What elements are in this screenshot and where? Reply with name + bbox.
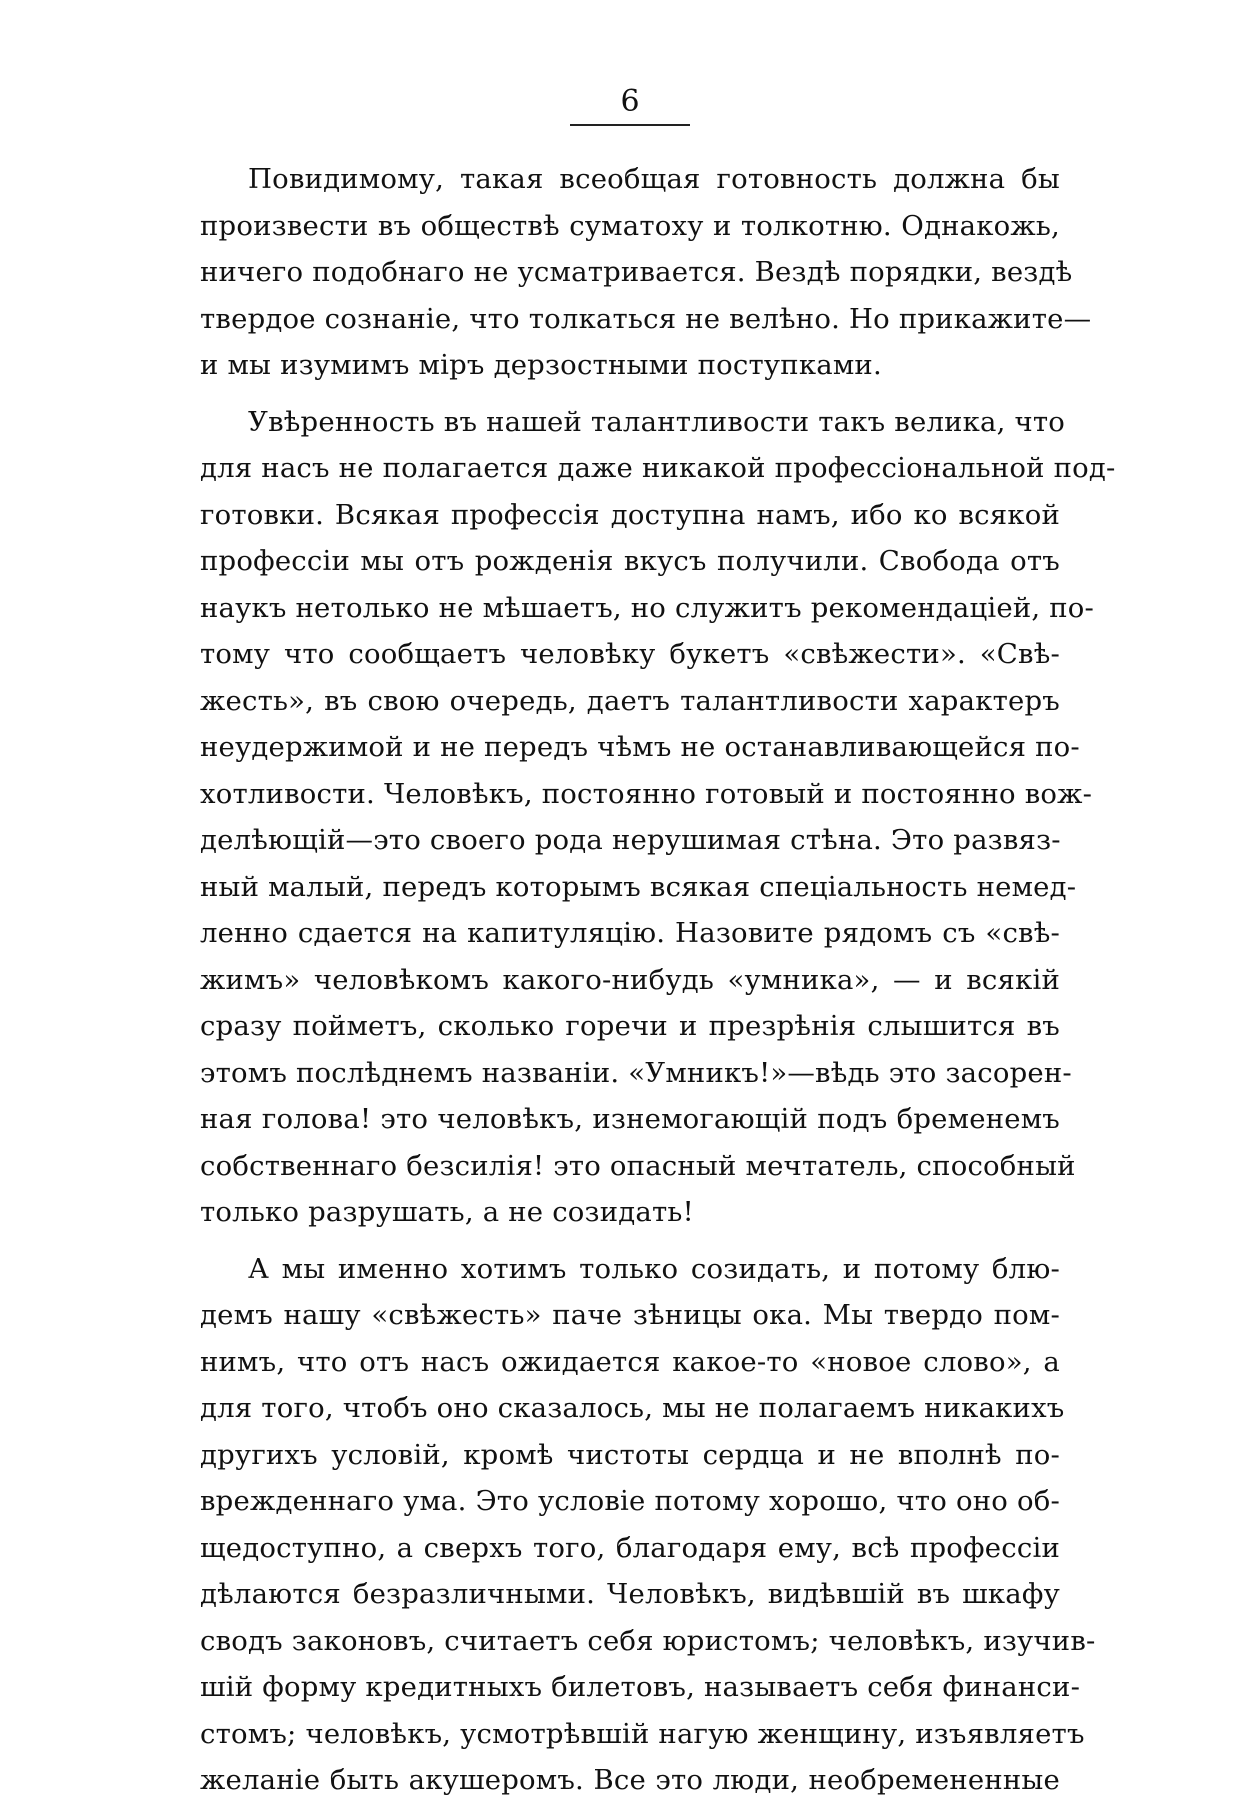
text-line: желаніе быть акушеромъ. Все это люди, необремененные — [200, 1764, 1060, 1796]
text-line: и мы изумимъ міръ дерзостными поступками. — [200, 349, 882, 381]
paragraph — [200, 156, 1092, 389]
text-line: для того, чтобъ оно сказалось, мы не полагаемъ никакихъ — [200, 1392, 1065, 1424]
text-line: жесть», въ свою очередь, даетъ талантливости характеръ — [200, 684, 1060, 717]
text-line: произвести въ обществѣ суматоху и толкотню. Однакожь, — [200, 209, 1060, 242]
text-line: демъ нашу «свѣжесть» паче зѣницы ока. Мы твердо пом- — [200, 1299, 1060, 1331]
text-line: этомъ послѣднемъ названіи. «Умникъ!»—вѣдь это засорен- — [200, 1056, 1072, 1089]
page-number: 6 — [620, 84, 640, 119]
text-line: тому что сообщаетъ человѣку букетъ «свѣжести». «Свѣ- — [200, 638, 1060, 670]
text-line: ничего подобнаго не усматривается. Вездѣ порядки, вездѣ — [200, 256, 1073, 288]
paragraph — [200, 1246, 1096, 1804]
text-line: ный малый, передъ которымъ всякая спеціальность немед- — [200, 870, 1077, 903]
text-line: А мы именно хотимъ только созидать, и потому блю- — [248, 1252, 1060, 1285]
text-line: ленно сдается на капитуляцію. Назовите рядомъ съ «свѣ- — [200, 917, 1060, 949]
text-line: нимъ, что отъ насъ ожидается какое-то «новое слово», а — [200, 1345, 1060, 1378]
text-line: дѣлаются безразличными. Человѣкъ, видѣвшій въ шкафу — [200, 1578, 1060, 1610]
page-number-rule — [570, 124, 690, 126]
text-line: другихъ условій, кромѣ чистоты сердца и не вполнѣ по- — [200, 1438, 1060, 1471]
text-line: неудержимой и не передъ чѣмъ не останавливающейся по- — [200, 731, 1080, 763]
text-line: стомъ; человѣкъ, усмотрѣвшій нагую женщину, изъявляетъ — [200, 1717, 1085, 1750]
text-line: врежденнаго ума. Это условіе потому хорошо, что оно об- — [200, 1485, 1060, 1517]
text-line: профессіи мы отъ рожденія вкусъ получили. Свобода отъ — [200, 545, 1060, 577]
text-line: только разрушать, а не созидать! — [200, 1196, 694, 1228]
text-line: хотливости. Человѣкъ, постоянно готовый и постоянно вож- — [200, 777, 1093, 810]
text-line: готовки. Всякая профессія доступна намъ, ибо ко всякой — [200, 498, 1060, 531]
text-line: щедоступно, а сверхъ того, благодаря ему, всѣ профессіи — [200, 1531, 1060, 1564]
text-line: Увѣренность въ нашей талантливости такъ велика, что — [248, 405, 1066, 438]
text-line: сводъ законовъ, считаетъ себя юристомъ; человѣкъ, изучив- — [200, 1624, 1096, 1657]
text-line: наукъ нетолько не мѣшаетъ, но служитъ рекомендаціей, по- — [200, 591, 1095, 624]
text-line: жимъ» человѣкомъ какого-нибудь «умника», — и всякій — [200, 963, 1060, 996]
text-line: сразу пойметъ, сколько горечи и презрѣнія слышится въ — [200, 1010, 1060, 1042]
text-line: шій форму кредитныхъ билетовъ, называетъ себя финанси- — [200, 1671, 1081, 1703]
body-text — [200, 156, 1116, 1804]
paragraph — [200, 399, 1116, 1236]
text-line: для насъ не полагается даже никакой профессіональной под- — [200, 452, 1116, 484]
text-line: ная голова! это человѣкъ, изнемогающій подъ бременемъ — [200, 1103, 1060, 1135]
text-line: собственнаго безсилія! это опасный мечтатель, способный — [200, 1149, 1076, 1182]
text-line: Повидимому, такая всеобщая готовность должна бы — [248, 163, 1060, 195]
text-line: делѣющій—это своего рода нерушимая стѣна. Это развяз- — [200, 824, 1061, 856]
text-line: твердое сознаніе, что толкаться не велѣно. Но прикажите— — [200, 302, 1092, 335]
